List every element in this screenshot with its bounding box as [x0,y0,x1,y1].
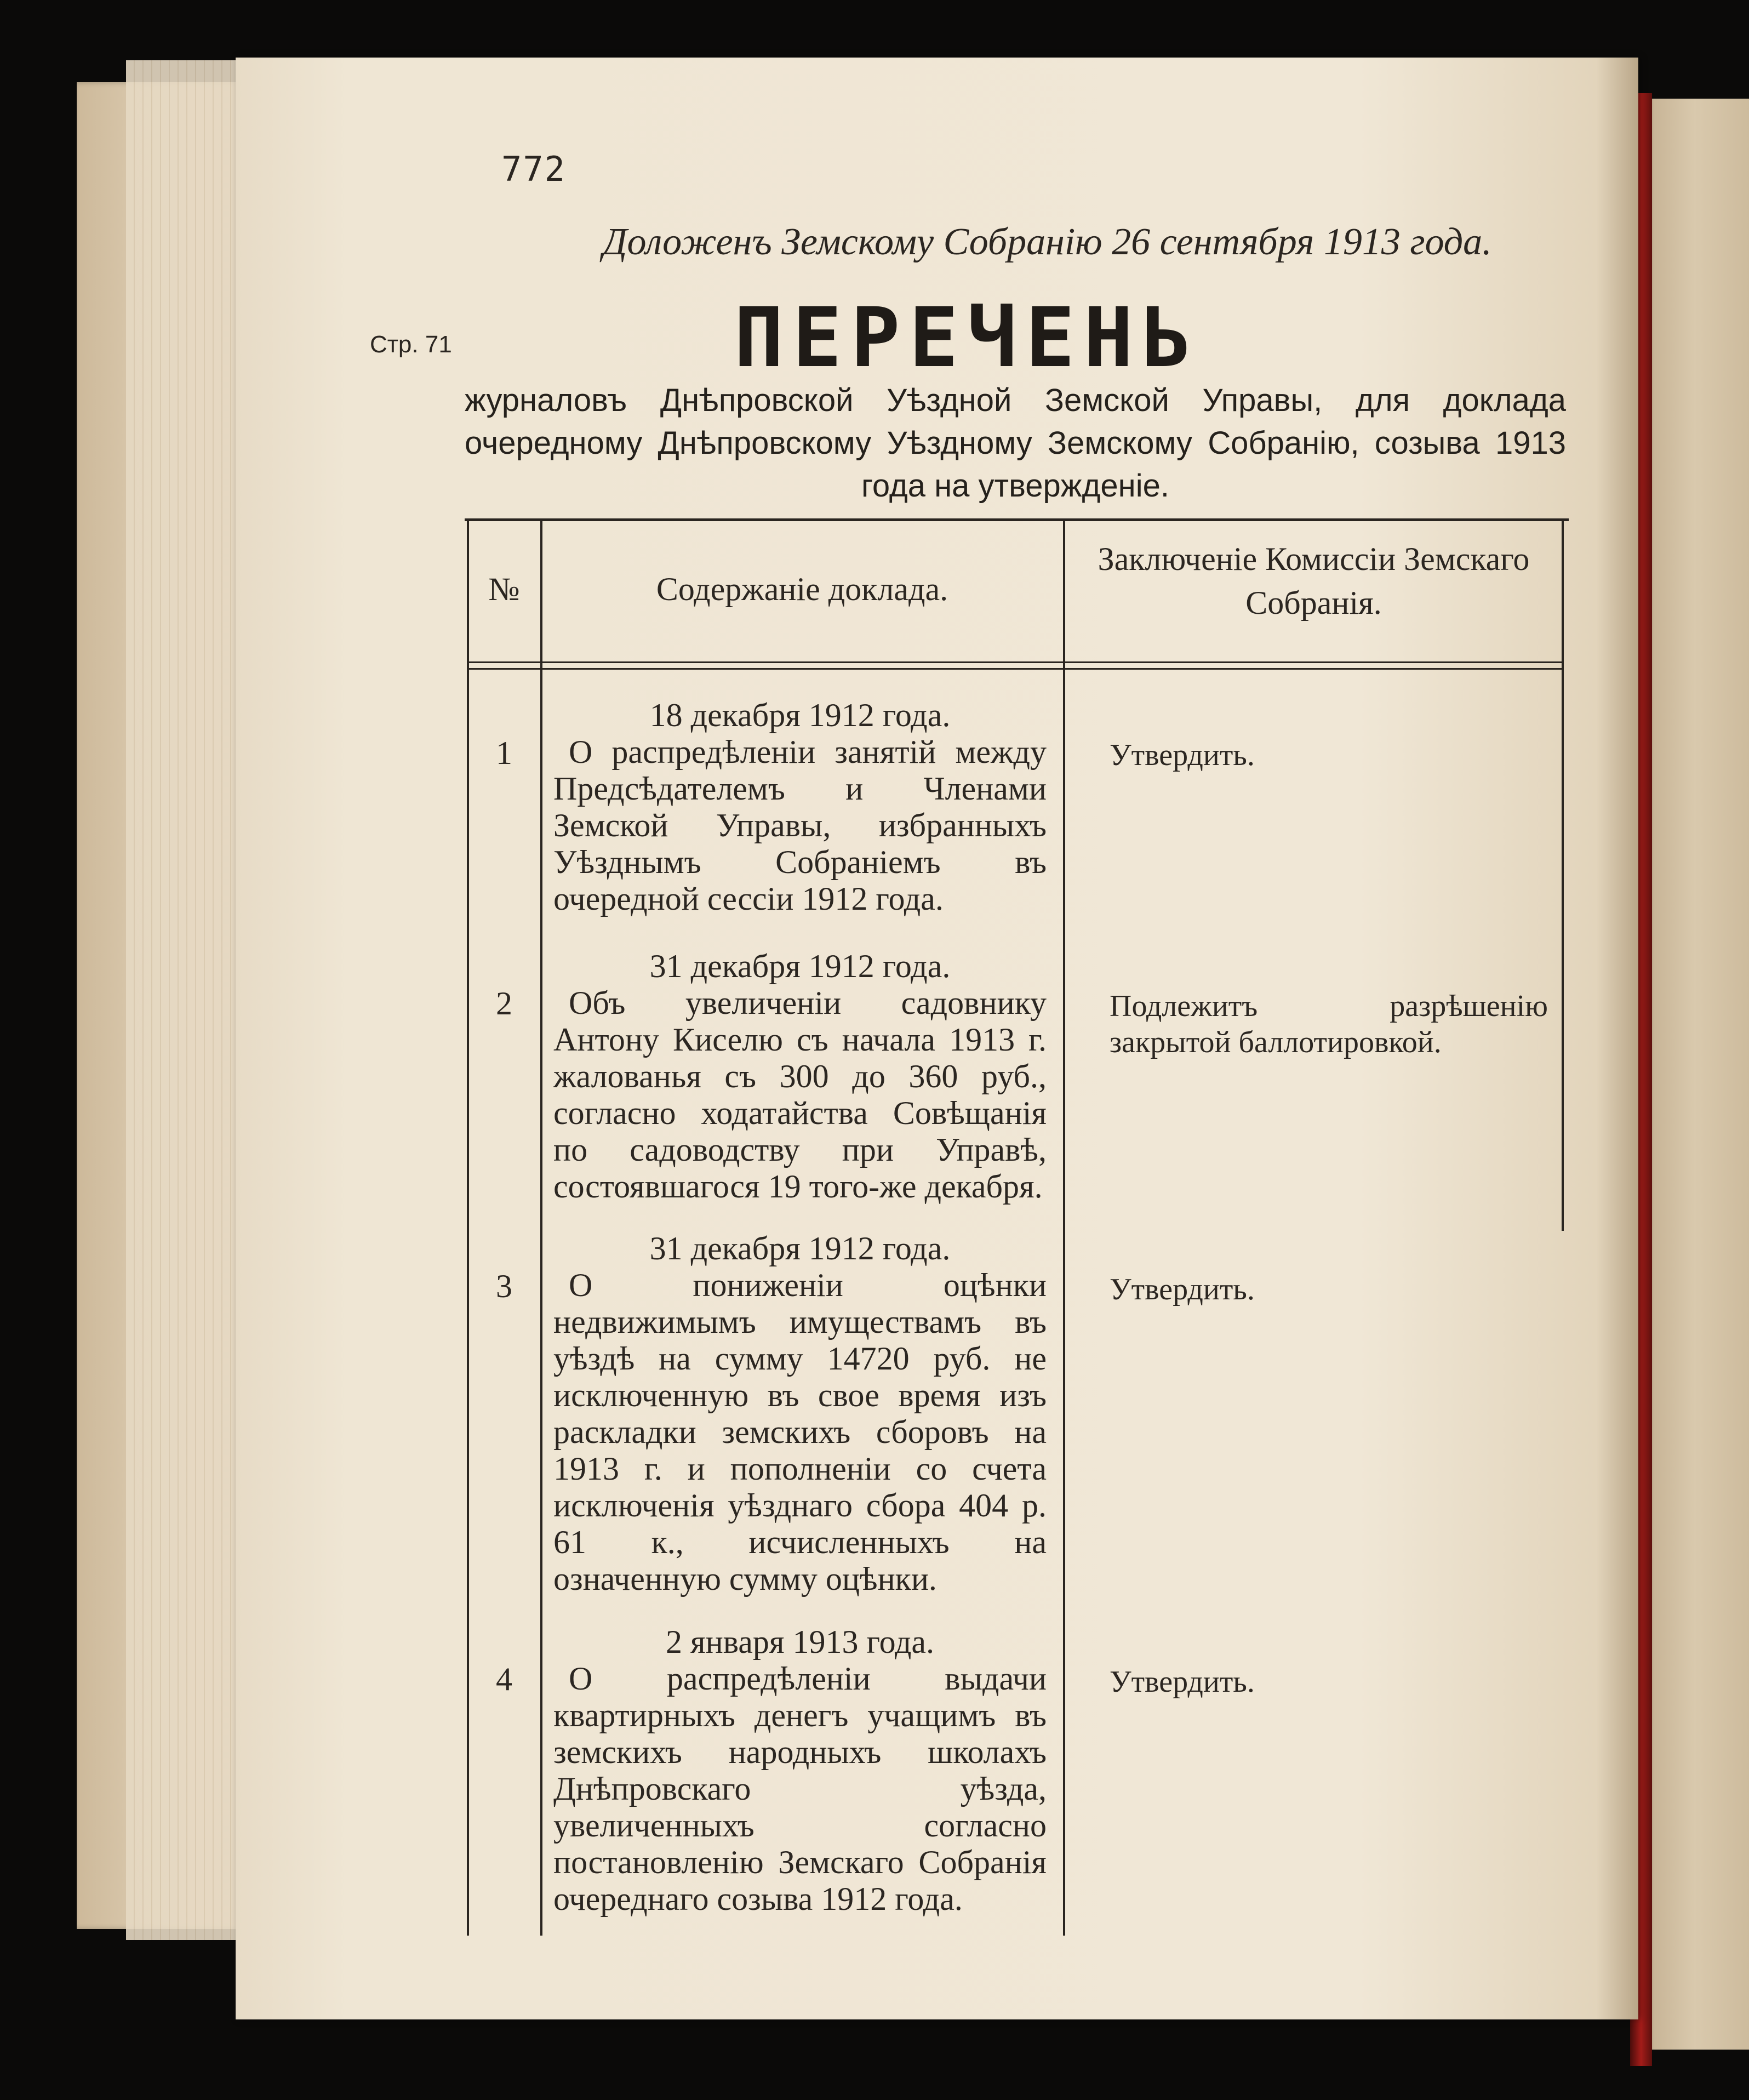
row-text: О распредѣленіи занятій между Предсѣдателемъ и Членами Земской Управы, избранныхъ Уѣзднымъ Собраніемъ въ очередной сессіи 1912 года. [553,734,1047,917]
row-text: О пониженіи оцѣнки недвижимымъ имуществамъ въ уѣздѣ на сумму 14720 руб. не исключенную въ свое время изъ раскладки земскихъ сборовъ на 1913 г. и пополненіи со счета исключенія уѣзднаго сбора 404 р. 61 к., исчисленныхъ на означенную сумму оцѣнки. [553,1267,1047,1597]
table-header-rule [467,661,1564,663]
row-date: 18 декабря 1912 года. [649,697,951,733]
table-column-rule [1562,518,1564,1231]
page-number: 772 [501,149,566,189]
row-number: 2 [496,985,512,1022]
row-conclusion: Подлежитъ разрѣшенію закрытой баллотировкой. [1110,989,1548,1059]
table-column-rule [540,518,542,1936]
row-content [553,697,1047,917]
row-content [553,1230,1047,1597]
table-column-rule [1063,518,1065,1936]
row-date: 31 декабря 1912 года. [649,1230,951,1266]
row-content [553,1624,1047,1918]
row-conclusion: Утвердить. [1110,1665,1255,1699]
facing-page [1641,99,1749,2050]
row-number: 4 [496,1661,512,1697]
row-date: 31 декабря 1912 года. [649,948,951,984]
header-conclusion: Заключеніе Комиссіи Земскаго Собранія. [1098,541,1530,621]
row-content [553,948,1047,1205]
row-number: 3 [496,1268,512,1304]
header-content: Содержаніе доклада. [656,571,948,607]
row-conclusion: Утвердить. [1110,738,1255,772]
row-date: 2 января 1913 года. [665,1624,935,1660]
row-text: О распредѣленіи выдачи квартирныхъ денегъ учащимъ въ земскихъ народныхъ школахъ Днѣпровскаго уѣзда, увеличенныхъ согласно постановленію Земскаго Собранія очереднаго созыва 1912 года. [553,1660,1047,1917]
row-text: Объ увеличеніи садовнику Антону Киселю съ начала 1913 г. жалованья съ 300 до 360 руб., согласно ходатайства Совѣщанія по садоводству при Управѣ, состоявшагося 19 того-же декабря. [553,985,1047,1205]
document-subtitle: журналовъ Днѣпровской Уѣздной Земской Управы, для доклада очередному Днѣпровскому Уѣздному Земскому Собранію, созыва 1913 года на утвержденіе. [465,383,1566,504]
table-column-rule [467,518,469,1936]
row-number: 1 [496,735,512,771]
document-title: ПЕРЕЧЕНЬ [734,290,1201,386]
table-top-rule [465,518,1569,521]
presented-line: Доложенъ Земскому Собранію 26 сентября 1913 года. [603,221,1492,263]
page-reference: Стр. 71 [370,331,452,358]
header-number: № [488,571,520,607]
table-header-rule-double [467,668,1564,670]
row-conclusion: Утвердить. [1110,1272,1255,1306]
